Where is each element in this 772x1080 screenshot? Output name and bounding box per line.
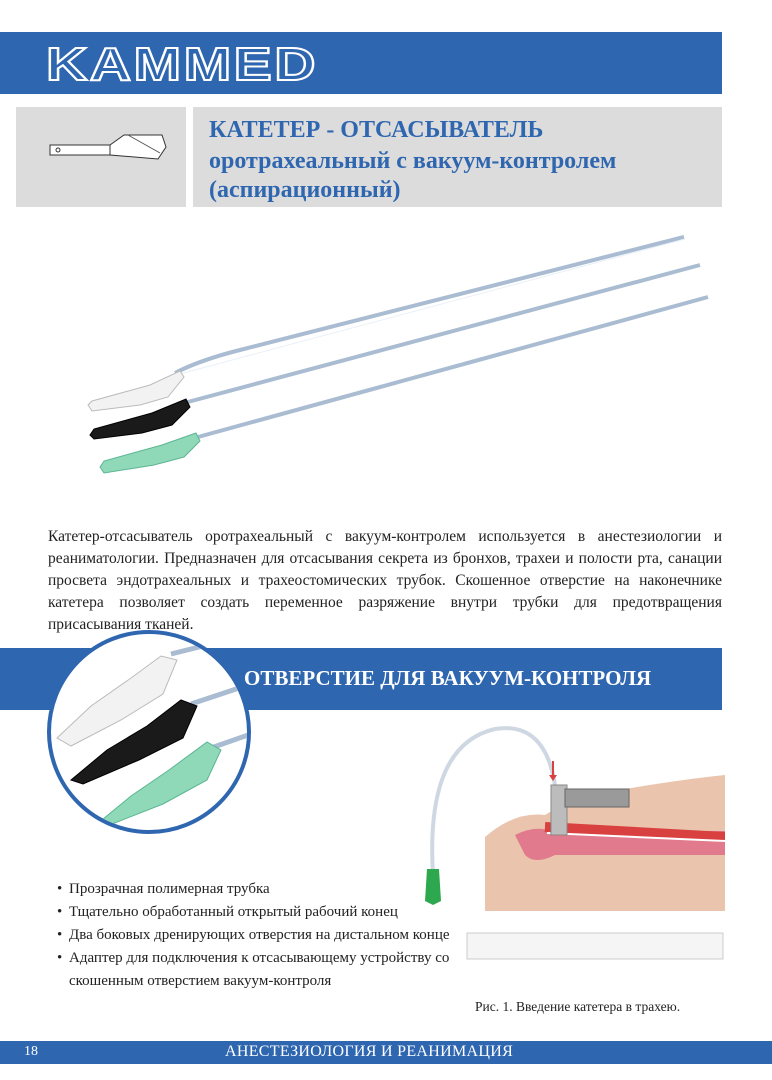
- catheters-image: [80, 225, 720, 490]
- product-subtitle: оротрахеальный с вакуум-контролем (аспирационный): [209, 148, 617, 203]
- table-surface: [467, 933, 723, 959]
- product-description: Катетер-отсасыватель оротрахеальный с вакуум-контролем используется в анестезиологии и реаниматологии. Предназначен для отсасывания секрета из бронхов, трахеи и полости рта, санации просвета эндотрахеальных и трахеостомических трубок. Скошенное отверстие на наконечнике катетера позволяет создать переменное разряжение внутри трубки для предотвращения присасывания тканей.: [48, 528, 722, 633]
- catheter-tip-icon: [16, 107, 186, 207]
- connector-closeup: [47, 630, 251, 834]
- features-list: [57, 878, 487, 993]
- catheter-tip-panel: [16, 107, 186, 207]
- catheter-green: [100, 297, 708, 473]
- title-panel: [193, 107, 722, 207]
- feature-item: • Тщательно обработанный открытый рабочий конец: [57, 901, 487, 924]
- page-number: 18: [24, 1044, 38, 1059]
- connector-closeup-image: [51, 634, 247, 830]
- brand-logo-text: KAMMED: [46, 38, 318, 90]
- footer-section-name: АНЕСТЕЗИОЛОГИЯ И РЕАНИМАЦИЯ: [225, 1043, 514, 1060]
- feature-item: • Прозрачная полимерная трубка: [57, 878, 487, 901]
- feature-item: • Адаптер для подключения к отсасывающему устройству со скошенным отверстием вакуум-контроля: [57, 947, 487, 993]
- feature-item: • Два боковых дренирующих отверстия на дистальном конце: [57, 924, 487, 947]
- connector-black-closeup: [71, 684, 247, 784]
- section-title: ОТВЕРСТИЕ ДЛЯ ВАКУУМ-КОНТРОЛЯ: [244, 666, 652, 690]
- product-title: КАТЕТЕР - ОТСАСЫВАТЕЛЬ: [209, 117, 544, 143]
- catheter-black: [90, 265, 700, 439]
- brand-logo: [46, 38, 326, 90]
- figure-caption: Рис. 1. Введение катетера в трахею.: [475, 999, 681, 1014]
